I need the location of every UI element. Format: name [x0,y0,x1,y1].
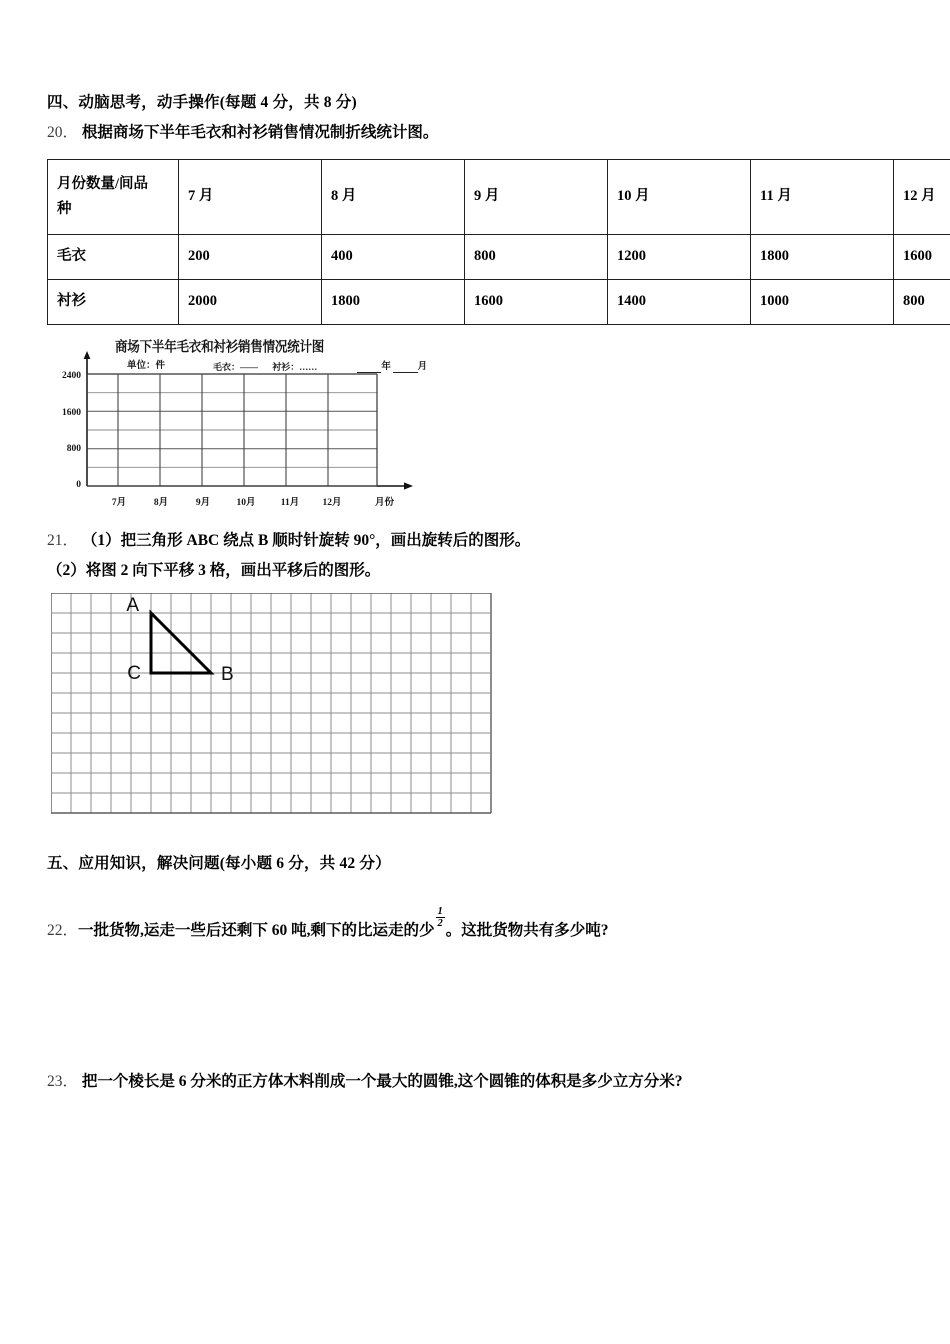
transformation-grid-svg [51,593,501,825]
chart-plot-area [47,334,447,506]
table-col-header-4: 11 月 [751,160,894,235]
vertex-label-a: A [126,595,139,616]
table-row-label-0: 毛衣 [48,235,179,280]
table-corner-cell [48,160,179,235]
table-col-header-1: 8 月 [322,160,465,235]
chart-xtick-3: 10月 [236,498,256,508]
table-cell-1-1: 1800 [322,280,465,325]
chart-xtick-2: 9月 [195,498,211,508]
table-cell-0-0: 200 [179,235,322,280]
chart-ytick-0: 0 [76,480,81,490]
table-cell-0-1: 400 [322,235,465,280]
section-five-heading: 五、应用知识，解决问题(每小题 6 分，共 42 分） [47,855,391,872]
table-cell-1-5: 800 [894,280,950,325]
chart-title: 商场下半年毛衣和衬衫销售情况统计图 [115,339,325,356]
chart-xtick-4: 11月 [280,498,300,508]
chart-xaxis-label: 月份 [375,498,395,508]
chart-x-axis-arrow-icon [404,482,413,489]
transformation-grid-figure [51,593,501,830]
question-21-part2-text: （2）将图 2 向下平移 3 格，画出平移后的图形。 [47,562,381,579]
table-col-header-3: 10 月 [608,160,751,235]
question-22-number: 22． [47,922,79,940]
chart-ytick-1600: 1600 [62,408,81,418]
line-chart-figure [47,334,447,506]
question-21-part1-text: （1）把三角形 ABC 绕点 B 顺时针旋转 90°，画出旋转后的图形。 [81,532,531,549]
table-col-header-0: 7 月 [179,160,322,235]
table-col-header-2: 9 月 [465,160,608,235]
question-21-number: 21． [47,532,79,549]
question-22-text-before: 一批货物,运走一些后还剩下 60 吨,剩下的比运走的少 [78,922,435,940]
table-cell-1-3: 1400 [608,280,751,325]
sales-data-table [47,159,950,325]
table-corner-line2: 种 [57,201,72,217]
table-cell-1-4: 1000 [751,280,894,325]
question-23-text: 把一个棱长是 6 分米的正方体木料削成一个最大的圆锥,这个圆锥的体积是多少立方分米? [81,1073,683,1090]
table-row [48,235,950,280]
table-cell-1-2: 1600 [465,280,608,325]
question-20 [47,120,438,142]
table-row-label-1: 衬衫 [48,280,179,325]
section-four-heading: 四、动脑思考，动手操作(每题 4 分，共 8 分) [47,94,357,111]
chart-unit-label: 单位：件 [127,361,166,371]
table-header-row [48,160,950,235]
question-20-text: 根据商场下半年毛衣和衬衫销售情况制折线统计图。 [81,124,439,141]
table-cell-0-5: 1600 [894,235,950,280]
table-col-header-5: 12 月 [894,160,950,235]
grid-lines [51,593,491,813]
fraction-one-half [436,906,445,929]
sales-data-table-wrapper [47,159,936,325]
question-20-number: 20． [47,124,79,141]
chart-year-unit: 年 [381,362,391,372]
chart-ytick-800: 800 [66,444,81,454]
chart-legend-item-0: 毛衣：—— [213,362,259,372]
chart-xtick-1: 8月 [153,498,169,508]
question-21-part2 [47,558,380,580]
chart-month-unit: 月 [417,362,428,372]
fraction-numerator: 1 [437,906,443,917]
triangle-abc [151,613,211,673]
table-cell-1-0: 2000 [179,280,322,325]
vertex-label-c: C [127,663,141,684]
table-corner-line1: 月份数量/间品 [57,175,149,192]
chart-ytick-2400: 2400 [62,371,81,381]
table-row [48,280,950,325]
vertex-label-b: B [221,664,234,685]
question-23 [47,1069,683,1091]
fraction-denominator: 2 [437,918,443,930]
chart-y-axis-arrow-icon [84,351,91,359]
question-22-text-after: 。这批货物共有多少吨? [445,922,609,940]
table-cell-0-3: 1200 [608,235,751,280]
chart-xtick-5: 12月 [322,498,342,508]
table-cell-0-2: 800 [465,235,608,280]
question-23-number: 23． [47,1073,79,1090]
table-cell-0-4: 1800 [751,235,894,280]
chart-horizontal-gridlines [87,374,377,486]
chart-legend-item-1: 衬衫：…… [272,362,318,372]
question-22 [47,906,609,940]
question-21-part1 [47,528,530,550]
chart-xtick-0: 7月 [111,498,127,508]
